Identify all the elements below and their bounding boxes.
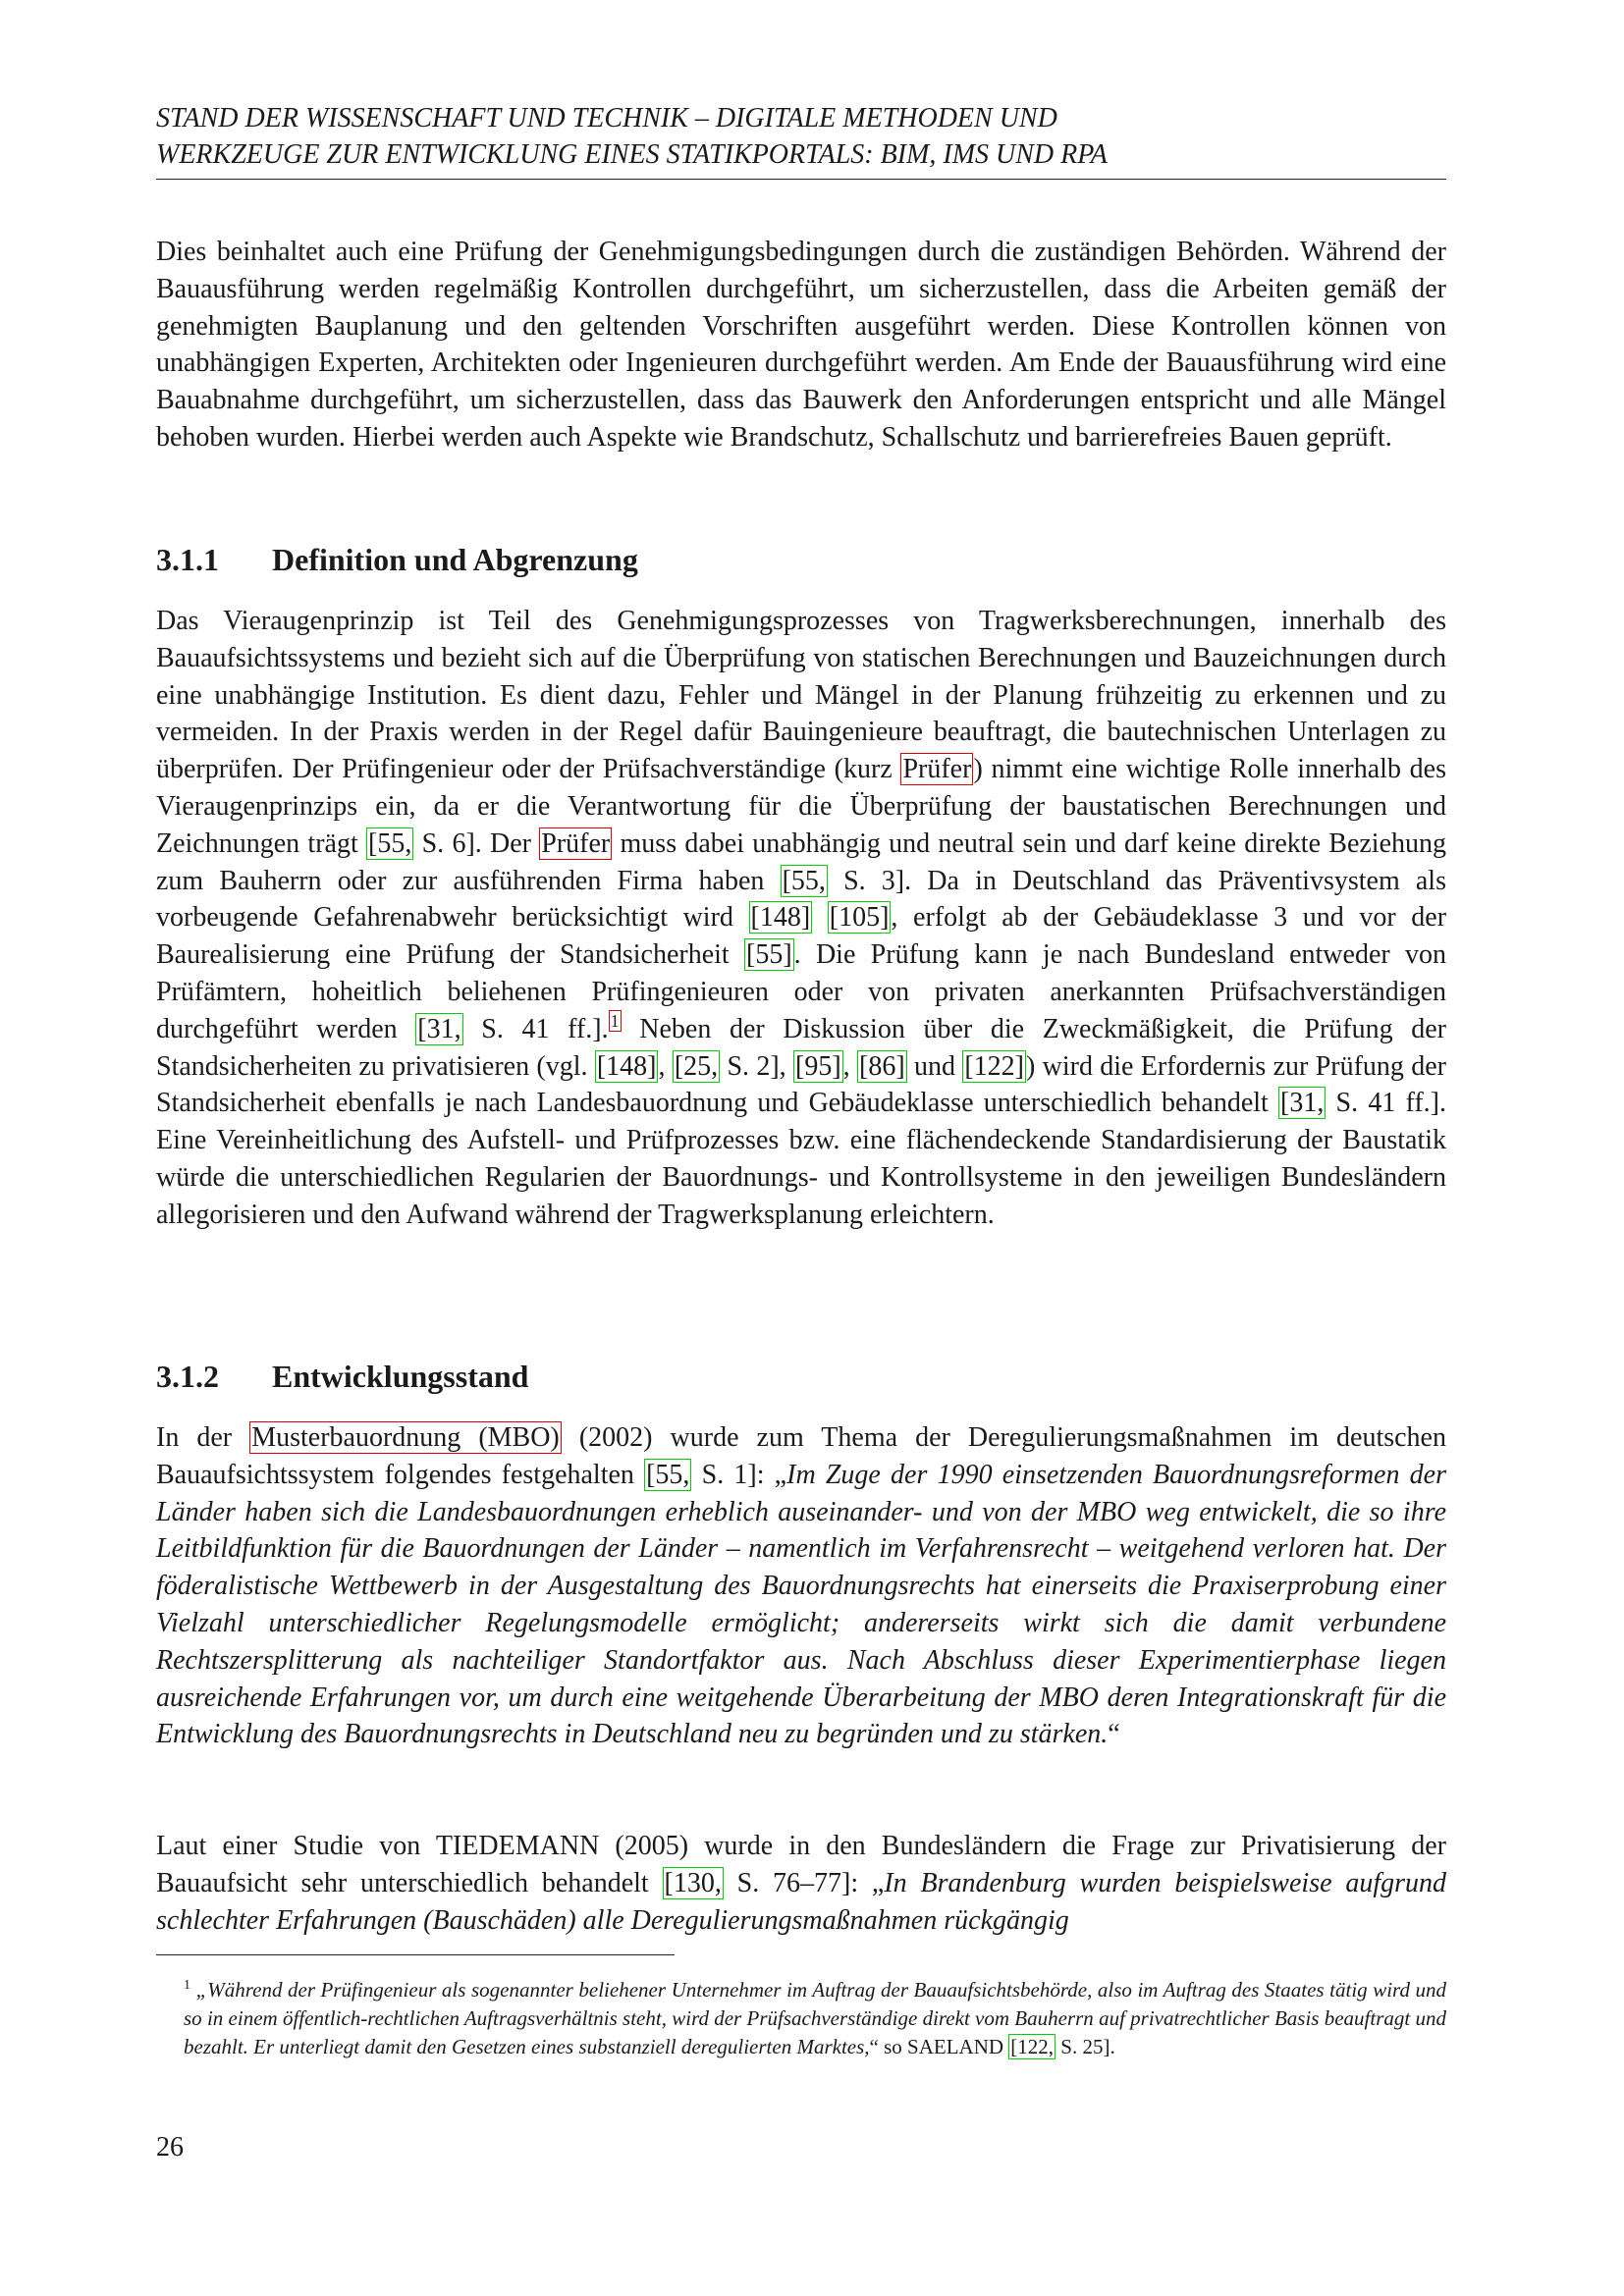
text: S. 41 ff.]. (462, 1013, 609, 1044)
section-3-1-1-body (156, 603, 1446, 1234)
citation-link[interactable]: [148] (596, 1050, 657, 1082)
footnote (184, 1971, 1446, 2061)
citation-link[interactable]: [55, (646, 1459, 690, 1490)
section-title: Entwicklungsstand (272, 1359, 529, 1394)
text: S. 76–77]: „ (723, 1867, 885, 1898)
citation-link[interactable]: [55] (746, 939, 792, 971)
citation-link[interactable]: [130, (664, 1867, 722, 1898)
citation-link[interactable]: [122] (964, 1050, 1024, 1082)
header-rule (156, 179, 1446, 180)
paragraph (156, 1419, 1446, 1753)
running-header (156, 100, 1446, 173)
running-header-line-1: STAND DER WISSENSCHAFT UND TECHNIK – DIGITALE METHODEN UND (156, 103, 1057, 133)
text: , (658, 1050, 673, 1082)
paragraph (156, 1828, 1446, 1939)
text: Das Vieraugenprinzip ist Teil des Genehmigungsprozesses von Tragwerksberechnungen, innerhalb des Bauaufsichtssystems und bezieht sich auf die Überprüfung von statischen Berechnungen und Bauzeichnungen durch eine unabhängige Institution. Es dient dazu, Fehler und Mängel in der Planung frühzeitig zu erkennen und zu vermeiden. In der Praxis werden in der Regel dafür Bauingenieure beauftragt, die bautechnischen Unterlagen zu überprüfen. Der Prüfingenieur oder der Prüfsachverständige (kurz (156, 606, 1446, 785)
paragraph (156, 603, 1446, 1234)
section-heading-3-1-1 (156, 542, 638, 578)
footnote-rule (156, 1954, 675, 1955)
section-title: Definition und Abgrenzung (272, 542, 638, 577)
body-text (156, 234, 1446, 456)
text: S. 41 ff.]. Eine Vereinheitlichung des Aufstell- und Prüfprozesses bzw. eine flächendeckende Standardisierung der Baustatik würde die unterschiedlichen Regularien der Bauordnungs- und Kontrollsysteme in den jeweiligen Bundesländern allegorisieren und den Aufwand während der Tragwerksplanung erleichtern. (156, 1088, 1446, 1230)
page-number: 26 (156, 2132, 184, 2163)
text: ) nimmt eine wichtige Rolle innerhalb des Vieraugenprinzips ein, da er die Verantwortung für die Überprüfung der baustatischen Berechnungen und Zeichnungen trägt (156, 754, 1447, 859)
text: muss dabei unabhängig und neutral sein und darf keine direkte Beziehung zum Bauherrn oder zur ausführenden Firma haben (156, 828, 1447, 896)
text: S. 6]. Der (413, 828, 540, 859)
citation-link[interactable]: [95] (795, 1050, 841, 1082)
section-3-1-2-paragraph-2 (156, 1828, 1446, 1939)
text: Laut einer Studie von TIEDEMANN (2005) wurde in den Bundesländern die Frage zur Privatisierung der Bauaufsicht sehr unterschiedlich behandelt (156, 1831, 1446, 1898)
footnote-marker[interactable]: 1 (610, 1011, 620, 1032)
citation-link[interactable]: [31, (417, 1013, 461, 1044)
text: und (906, 1050, 963, 1082)
section-3-1-2-body (156, 1419, 1446, 1753)
citation-link[interactable]: [25, (674, 1050, 719, 1082)
glossary-link[interactable]: Prüfer (541, 828, 611, 859)
section-heading-3-1-2 (156, 1359, 528, 1395)
text: “ so SAELAND (869, 2035, 1009, 2058)
text: , (842, 1050, 857, 1082)
text: Neben der Diskussion über die Zweckmäßigkeit, die Prüfung der Standsicherheiten zu privatisieren (vgl. (156, 1013, 1446, 1082)
citation-link[interactable]: [86] (859, 1050, 905, 1082)
citation-link[interactable]: [122, (1010, 2035, 1055, 2058)
text: (2002) wurde zum Thema der Deregulierungsmaßnahmen im deutschen Bauaufsichtssystem folgendes festgehalten (156, 1422, 1446, 1490)
text: . Die Prüfung kann je nach Bundesland entweder von Prüfämtern, hoheitlich beliehenen Prüfingenieuren oder von privaten anerkannten Prüfsachverständigen durchgeführt werden (156, 939, 1447, 1044)
citation-link[interactable]: [148] (750, 902, 811, 934)
citation-link[interactable]: [55, (782, 865, 826, 896)
glossary-link[interactable]: Prüfer (902, 754, 972, 785)
text: S. 25]. (1056, 2035, 1115, 2058)
text: S. 2], (720, 1050, 794, 1082)
citation-link[interactable]: [105] (829, 902, 890, 934)
running-header-line-2: WERKZEUGE ZUR ENTWICKLUNG EINES STATIKPORTALS: BIM, IMS UND RPA (156, 139, 1108, 170)
text: S. 1]: „ (691, 1459, 787, 1490)
text: ) wird die Erfordernis zur Prüfung der Standsicherheit ebenfalls je nach Landesbauordnung und Gebäudeklasse unterschiedlich behandelt (156, 1050, 1446, 1119)
text: In der (156, 1422, 250, 1453)
intro-paragraph: Dies beinhaltet auch eine Prüfung der Genehmigungsbedingungen durch die zuständigen Behörden. Während der Bauausführung werden regelmäßig Kontrollen durchgeführt, um sicherzustellen, dass die Arbeiten gemäß der genehmigten Bauplanung und den geltenden Vorschriften ausgeführt werden. Diese Kontrollen können von unabhängigen Experten, Architekten oder Ingenieuren durchgeführt werden. Am Ende der Bauausführung wird eine Bauabnahme durchgeführt, um sicherzustellen, dass das Bauwerk den Anforderungen entspricht und alle Mängel behoben wurden. Hierbei werden auch Aspekte wie Brandschutz, Schallschutz und barrierefreies Bauen geprüft. (156, 237, 1446, 453)
section-number: 3.1.1 (156, 542, 219, 577)
text: “ (1108, 1719, 1120, 1750)
citation-link[interactable]: [55, (368, 828, 412, 859)
quote: In Brandenburg wurden beispielsweise aufgrund schlechter Erfahrungen (Bauschäden) alle Deregulierungsmaßnahmen rückgängig (156, 1867, 1446, 1936)
text: , erfolgt ab der Gebäudeklasse 3 und vor der Baurealisierung eine Prüfung der Standsicherheit (156, 902, 1447, 971)
text (812, 902, 828, 933)
footnote-quote: „Während der Prüfingenieur als sogenannter beliehener Unternehmer im Auftrag der Bauaufsichtsbehörde, also im Auftrag des Staates tätig wird und so in einem öffentlich-rechtlichen Auftragsverhältnis steht, wird der Prüfsachverständige direkt vom Bauherrn auf privatrechtlicher Basis beauftragt und bezahlt. Er unterliegt damit den Gesetzen eines substanziell deregulierten Marktes, (184, 1978, 1447, 2058)
text: S. 3]. Da in Deutschland das Präventivsystem als vorbeugende Gefahrenabwehr berücksichtigt wird (156, 865, 1446, 934)
quote: Im Zuge der 1990 einsetzenden Bauordnungsreformen der Länder haben sich die Landesbauordnungen erheblich auseinander- und von der MBO weg entwickelt, die so ihre Leitbildfunktion für die Bauordnungen der Länder – namentlich im Verfahrensrecht – weitgehend verloren hat. Der föderalistische Wettbewerb in der Ausgestaltung des Bauordnungsrechts hat einerseits die Praxiserprobung einer Vielzahl unterschiedlicher Regelungsmodelle ermöglicht; andererseits wirkt sich die damit verbundene Rechtszersplitterung als nachteiliger Standortfaktor aus. Nach Abschluss dieser Experimentierphase liegen ausreichende Erfahrungen vor, um durch eine weitgehende Überarbeitung der MBO deren Integrationskraft für die Entwicklung des Bauordnungsrechts in Deutschland neu zu begründen und zu stärken. (156, 1459, 1446, 1750)
section-number: 3.1.2 (156, 1359, 219, 1394)
footnote-number: 1 (184, 1978, 190, 1993)
glossary-link[interactable]: Musterbauordnung (MBO) (251, 1422, 560, 1453)
citation-link[interactable]: [31, (1280, 1088, 1325, 1119)
